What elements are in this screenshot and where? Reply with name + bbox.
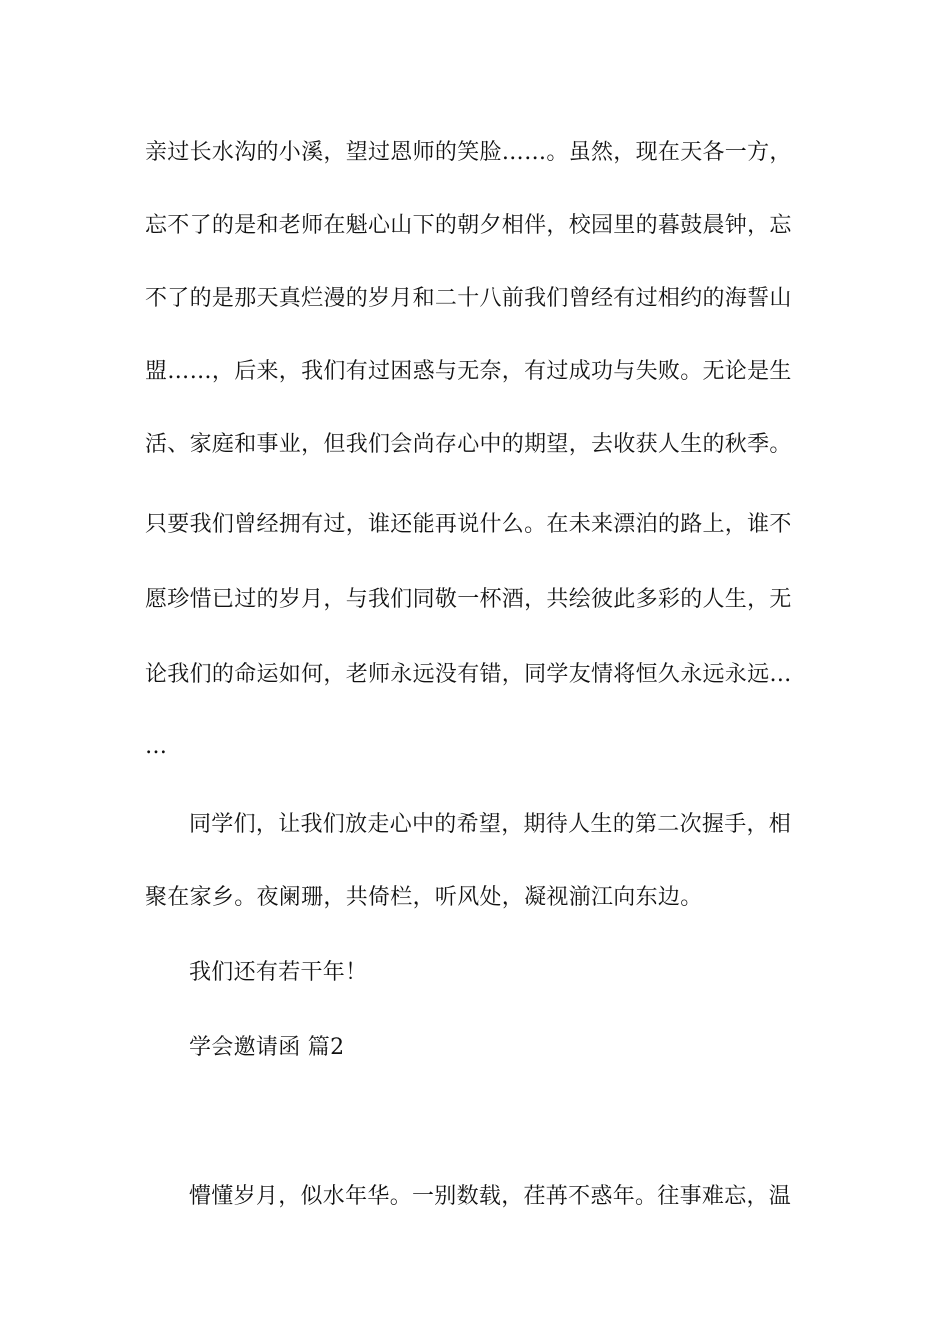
paragraph-line: 只要我们曾经拥有过，谁还能再说什么。在未来漂泊的路上，谁不: [145, 512, 792, 537]
paragraph-line: 亲过长水沟的小溪，望过恩师的笑脸……。虽然，现在天各一方，: [145, 140, 792, 165]
section-heading: 学会邀请函 篇2: [189, 1035, 345, 1060]
paragraph-line: 我们还有若干年！: [189, 960, 368, 985]
paragraph-line: 不了的是那天真烂漫的岁月和二十八前我们曾经有过相约的海誓山: [145, 286, 792, 311]
paragraph-line: 愿珍惜已过的岁月，与我们同敬一杯酒，共绘彼此多彩的人生，无: [145, 587, 792, 612]
paragraph-line: 论我们的命运如何，老师永远没有错，同学友情将恒久永远永远…: [145, 662, 792, 687]
paragraph-line: 活、家庭和事业，但我们会尚存心中的期望，去收获人生的秋季。: [145, 432, 792, 457]
paragraph-line: 聚在家乡。夜阑珊，共倚栏，听风处，凝视湔江向东边。: [145, 885, 703, 910]
paragraph-line: …: [145, 734, 168, 759]
paragraph-line: 盟……，后来，我们有过困惑与无奈，有过成功与失败。无论是生: [145, 359, 792, 384]
paragraph-line: 同学们，让我们放走心中的希望，期待人生的第二次握手，相: [189, 812, 792, 837]
paragraph-line: 懵懂岁月，似水年华。一别数载，荏苒不惑年。往事难忘，温: [189, 1184, 792, 1209]
paragraph-line: 忘不了的是和老师在魁心山下的朝夕相伴，校园里的暮鼓晨钟，忘: [145, 213, 792, 238]
